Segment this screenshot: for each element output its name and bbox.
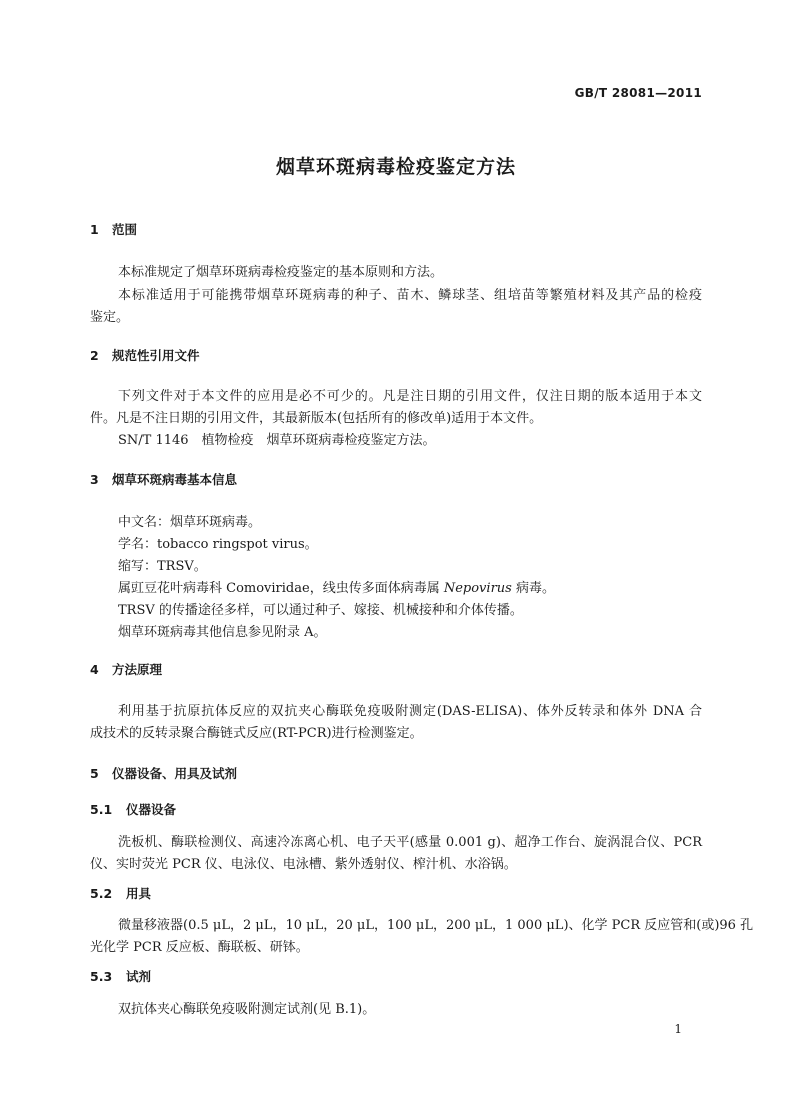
paragraph-line: 微量移液器(0.5 μL，2 μL，10 μL，20 μL，100 μL，200 μL，1 000 μL)、化学 PCR 反应管和(或)96 孔: [118, 918, 754, 933]
paragraph-line: 本标准适用于可能携带烟草环斑病毒的种子、苗木、鳞球茎、组培苗等繁殖材料及其产品的检疫: [118, 288, 702, 303]
normative-reference: SN/T 1146 植物检疫 烟草环斑病毒检疫鉴定方法。: [118, 433, 436, 448]
section-number: 5.3: [90, 969, 113, 984]
section-3-heading: [90, 470, 237, 488]
section-title: 范围: [112, 222, 138, 237]
section-5-1-heading: [90, 800, 176, 818]
section-5-heading: [90, 764, 237, 782]
section-title: 仪器设备、用具及试剂: [112, 766, 238, 781]
paragraph-line: 光化学 PCR 反应板、酶联板、研钵。: [90, 940, 309, 955]
info-line: 中文名：烟草环斑病毒。: [118, 515, 262, 530]
paragraph-line: 鉴定。: [90, 310, 130, 325]
section-title: 仪器设备: [126, 802, 177, 817]
info-line: 学名：tobacco ringspot virus。: [118, 537, 318, 552]
info-line: 缩写：TRSV。: [118, 559, 207, 574]
section-title: 用具: [126, 886, 152, 901]
taxonomy-prefix: 属豇豆花叶病毒科 Comoviridae，线虫传多面体病毒属: [118, 581, 444, 596]
standard-code: GB/T 28081—2011: [574, 86, 702, 100]
section-number: 2: [90, 348, 99, 363]
paragraph-line: 洗板机、酶联检测仪、高速冷冻离心机、电子天平(感量 0.001 g)、超净工作台、旋涡混合仪、PCR: [118, 835, 702, 850]
paragraph-line: 件。凡是不注日期的引用文件，其最新版本(包括所有的修改单)适用于本文件。: [90, 411, 543, 426]
section-4-heading: [90, 660, 162, 678]
section-number: 3: [90, 472, 99, 487]
paragraph-line: 本标准规定了烟草环斑病毒检疫鉴定的基本原则和方法。: [118, 265, 444, 280]
paragraph-line: 成技术的反转录聚合酶链式反应(RT-PCR)进行检测鉴定。: [90, 726, 423, 741]
info-line: 烟草环斑病毒其他信息参见附录 A。: [118, 625, 327, 640]
section-number: 4: [90, 662, 99, 677]
section-title: 试剂: [126, 969, 152, 984]
section-number: 5.2: [90, 886, 113, 901]
paragraph-line: 双抗体夹心酶联免疫吸附测定试剂(见 B.1)。: [118, 1002, 376, 1017]
info-line: TRSV 的传播途径多样，可以通过种子、嫁接、机械接种和介体传播。: [118, 603, 523, 618]
paragraph-line: 利用基于抗原抗体反应的双抗夹心酶联免疫吸附测定(DAS-ELISA)、体外反转录和体外 DNA 合: [118, 704, 702, 719]
section-title: 烟草环斑病毒基本信息: [112, 472, 238, 487]
section-title: 规范性引用文件: [112, 348, 200, 363]
genus-name: Nepovirus: [443, 581, 512, 596]
taxonomy-line: [118, 577, 555, 596]
section-1-heading: [90, 220, 137, 238]
section-number: 5: [90, 766, 99, 781]
section-number: 1: [90, 222, 99, 237]
section-5-3-heading: [90, 967, 151, 985]
paragraph-line: 仪、实时荧光 PCR 仪、电泳仪、电泳槽、紫外透射仪、榨汁机、水浴锅。: [90, 857, 517, 872]
section-2-heading: [90, 346, 200, 364]
section-title: 方法原理: [112, 662, 163, 677]
paragraph-line: 下列文件对于本文件的应用是必不可少的。凡是注日期的引用文件，仅注日期的版本适用于本文: [118, 389, 702, 404]
page-number: 1: [674, 1022, 682, 1036]
section-5-2-heading: [90, 884, 151, 902]
taxonomy-suffix: 病毒。: [511, 581, 555, 596]
section-number: 5.1: [90, 802, 113, 817]
document-title: 烟草环斑病毒检疫鉴定方法: [275, 156, 516, 178]
